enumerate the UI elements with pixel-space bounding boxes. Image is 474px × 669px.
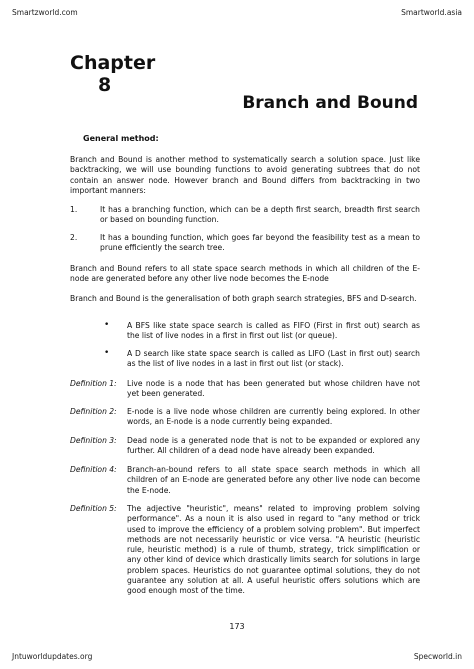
chapter-label: Chapter: [70, 52, 156, 74]
list-item-2: It has a bounding function, which goes far beyond the feasibility test as a mean to prune efficiently the search tree.: [100, 233, 420, 253]
bullet-marker-2: •: [104, 348, 110, 358]
definition-3-text: Dead node is a generated node that is not to be expanded or explored any further. All children of a dead node have already been expanded.: [127, 436, 420, 456]
chapter-title: Branch and Bound: [242, 93, 418, 113]
list-number-2: 2.: [70, 233, 78, 242]
page-number: 173: [229, 622, 245, 631]
bullet-marker-1: •: [104, 320, 110, 330]
footer-left-site: Jntuworldupdates.org: [12, 652, 93, 661]
definition-4-label: Definition 4:: [70, 465, 117, 474]
bullet-item-lifo: A D search like state space search is called as LIFO (Last in first out) search as the list of live nodes in a last in first out list (or stack).: [127, 349, 420, 369]
definition-1-text: Live node is a node that has been generated but whose children have not yet been generated.: [127, 379, 420, 399]
header-right-site: Smartworld.asia: [401, 8, 462, 17]
definition-4-text: Branch-an-bound refers to all state space search methods in which all children of an E-node are generated before any other live node can become the E-node.: [127, 465, 420, 495]
list-item-1: It has a branching function, which can be a depth first search, breadth first search or based on bounding function.: [100, 205, 420, 225]
definition-2-label: Definition 2:: [70, 407, 117, 416]
footer-right-site: Specworld.in: [413, 652, 462, 661]
definition-1-label: Definition 1:: [70, 379, 117, 388]
definition-2-text: E-node is a live node whose children are currently being explored. In other words, an E-node is a node currently being expanded.: [127, 407, 420, 427]
header-left-site: Smartzworld.com: [12, 8, 78, 17]
paragraph-generalisation: Branch and Bound is the generalisation of both graph search strategies, BFS and D-search.: [70, 294, 417, 303]
list-number-1: 1.: [70, 205, 78, 214]
intro-paragraph: Branch and Bound is another method to systematically search a solution space. Just like backtracking, we will use bounding functions to avoid generating subtrees that do not contain an answer node. However branch and Bound differs from backtracking in two important manners:: [70, 155, 420, 195]
definition-3-label: Definition 3:: [70, 436, 117, 445]
definition-5-label: Definition 5:: [70, 504, 117, 513]
bullet-item-fifo: A BFS like state space search is called as FIFO (First in first out) search as the list of live nodes in a first in first out list (or queue).: [127, 321, 420, 341]
definition-5-text: The adjective "heuristic", means" related to improving problem solving performance". As a noun it is also used in regard to "any method or trick used to improve the efficiency of a problem solving problem". But imperfect methods are not necessarily heuristic or vice versa. "A heuristic (heuristic rule, heuristic method) is a rule of thumb, strategy, trick simplification or any other kind of device which drastically limits search for solutions in large problem spaces. Heuristics do not guarantee optimal solutions, they do not guarantee any solution at all. A useful heuristic offers solutions which are good enough most of the time.: [127, 504, 420, 596]
section-heading: General method:: [83, 134, 159, 143]
paragraph-e-node: Branch and Bound refers to all state space search methods in which all children of the E-node are generated before any other live node becomes the E-node: [70, 264, 420, 284]
chapter-number: 8: [98, 74, 112, 96]
